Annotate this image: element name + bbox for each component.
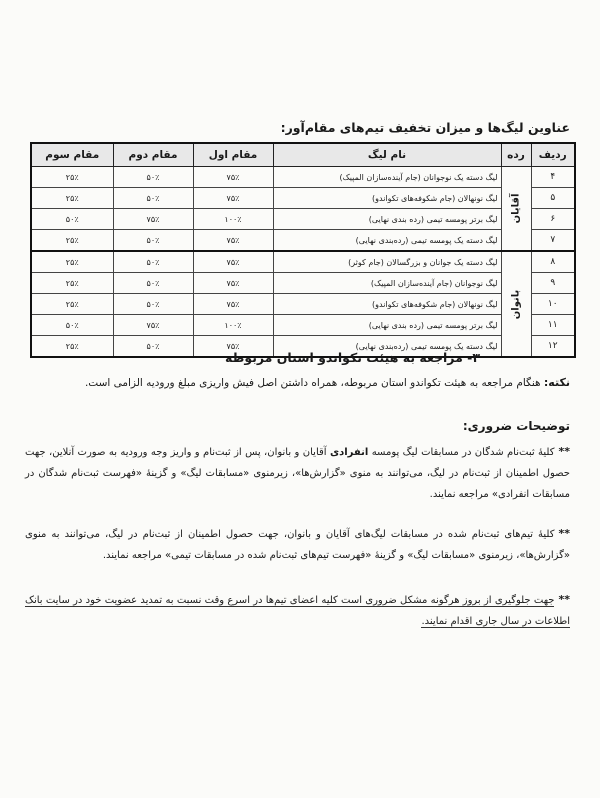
note-item-individual bbox=[25, 441, 570, 505]
row-number: ۹ bbox=[531, 273, 575, 294]
header-first-place: مقام اول bbox=[193, 143, 273, 167]
first-place-discount: ۷۵٪ bbox=[193, 294, 273, 315]
league-name: لیگ برتر پومسه تیمی (رده بندی نهایی) bbox=[273, 315, 501, 336]
table-header-row bbox=[31, 143, 575, 167]
second-place-discount: ۵۰٪ bbox=[113, 188, 193, 209]
category-women bbox=[501, 251, 531, 357]
header-row-number: ردیف bbox=[531, 143, 575, 167]
header-league-name: نام لیگ bbox=[273, 143, 501, 167]
category-men-label: آقایان bbox=[510, 193, 522, 224]
third-place-discount: ۲۵٪ bbox=[31, 273, 113, 294]
row-number: ۶ bbox=[531, 209, 575, 230]
third-place-discount: ۲۵٪ bbox=[31, 251, 113, 273]
league-name: لیگ نونهالان (جام شکوفه‌های تکواندو) bbox=[273, 294, 501, 315]
leagues-table bbox=[30, 142, 576, 358]
item-1-bold: انفرادی bbox=[329, 447, 369, 458]
third-place-discount: ۵۰٪ bbox=[31, 209, 113, 230]
first-place-discount: ۷۵٪ bbox=[193, 230, 273, 252]
table-row bbox=[31, 230, 575, 252]
star-bullet-icon: ** bbox=[558, 445, 570, 458]
league-name: لیگ نونهالان (جام شکوفه‌های تکواندو) bbox=[273, 188, 501, 209]
important-notes-heading: توضیحات ضروری: bbox=[462, 419, 570, 433]
row-number: ۸ bbox=[531, 251, 575, 273]
note-item-teams bbox=[25, 523, 570, 566]
first-place-discount: ۷۵٪ bbox=[193, 188, 273, 209]
note-paragraph bbox=[25, 372, 570, 394]
item-3-text: جهت جلوگیری از بروز هرگونه مشکل ضروری است کلیه اعضای تیم‌ها در اسرع وقت نسبت به تمدید عضویت خود در سایت بانک اطلاعات در سال جاری اقدام نمایند. bbox=[25, 595, 570, 627]
third-place-discount: ۵۰٪ bbox=[31, 315, 113, 336]
table-row bbox=[31, 209, 575, 230]
third-place-discount: ۲۵٪ bbox=[31, 230, 113, 252]
note-text: هنگام مراجعه به هیئت تکواندو استان مربوطه، همراه داشتن اصل فیش واریزی مبلغ ورودیه الزامی است. bbox=[84, 377, 541, 389]
header-second-place: مقام دوم bbox=[113, 143, 193, 167]
table-title: عناوین لیگ‌ها و میزان تخفیف تیم‌های مقام‌آور: bbox=[280, 120, 570, 135]
league-name: لیگ برتر پومسه تیمی (رده بندی نهایی) bbox=[273, 209, 501, 230]
table-row bbox=[31, 167, 575, 188]
header-category: رده bbox=[501, 143, 531, 167]
third-place-discount: ۲۵٪ bbox=[31, 167, 113, 188]
third-place-discount: ۲۵٪ bbox=[31, 336, 113, 358]
first-place-discount: ۱۰۰٪ bbox=[193, 209, 273, 230]
item-1-after: آقایان و بانوان، پس از ثبت‌نام و واریز وجه ورودیه به صورت آنلاین، جهت حصول اطمینان از ثبت‌نام در لیگ، می‌توانند به منوی «گزارش‌ها»، زیرمنوی «مسابقات لیگ» و گزینهٔ «فهرست ثبت‌نام شدگان در مسابقات انفرادی» مراجعه نمایند. bbox=[25, 447, 570, 500]
category-women-label: بانوان bbox=[510, 289, 522, 319]
row-number: ۱۰ bbox=[531, 294, 575, 315]
third-place-discount: ۲۵٪ bbox=[31, 294, 113, 315]
second-place-discount: ۵۰٪ bbox=[113, 273, 193, 294]
note-label: نکته: bbox=[543, 376, 570, 389]
row-number: ۱۲ bbox=[531, 336, 575, 358]
second-place-discount: ۵۰٪ bbox=[113, 336, 193, 358]
first-place-discount: ۷۵٪ bbox=[193, 251, 273, 273]
row-number: ۱۱ bbox=[531, 315, 575, 336]
league-name: لیگ نوجوانان (جام آینده‌سازان المپیک) bbox=[273, 273, 501, 294]
row-number: ۴ bbox=[531, 167, 575, 188]
item-1-before: کلیهٔ ثبت‌نام شدگان در مسابقات لیگ پومسه bbox=[371, 447, 555, 458]
league-name: لیگ دسته یک نوجوانان (جام آینده‌سازان المپیک) bbox=[273, 167, 501, 188]
star-bullet-icon: ** bbox=[558, 527, 570, 540]
table-row bbox=[31, 188, 575, 209]
first-place-discount: ۷۵٪ bbox=[193, 336, 273, 358]
league-name: لیگ دسته یک جوانان و بزرگسالان (جام کوثر) bbox=[273, 251, 501, 273]
second-place-discount: ۵۰٪ bbox=[113, 251, 193, 273]
second-place-discount: ۵۰٪ bbox=[113, 230, 193, 252]
first-place-discount: ۱۰۰٪ bbox=[193, 315, 273, 336]
table-row bbox=[31, 251, 575, 273]
second-place-discount: ۷۵٪ bbox=[113, 315, 193, 336]
header-third-place: مقام سوم bbox=[31, 143, 113, 167]
row-number: ۷ bbox=[531, 230, 575, 252]
star-bullet-icon: ** bbox=[558, 593, 570, 606]
first-place-discount: ۷۵٪ bbox=[193, 273, 273, 294]
table-row bbox=[31, 315, 575, 336]
row-number: ۵ bbox=[531, 188, 575, 209]
section-3-title: ۳- مراجعه به هیئت تکواندو استان مربوطه bbox=[225, 350, 480, 365]
category-men bbox=[501, 167, 531, 252]
first-place-discount: ۷۵٪ bbox=[193, 167, 273, 188]
table-row bbox=[31, 294, 575, 315]
league-name: لیگ دسته یک پومسه تیمی (رده‌بندی نهایی) bbox=[273, 336, 501, 358]
league-name: لیگ دسته یک پومسه تیمی (رده‌بندی نهایی) bbox=[273, 230, 501, 252]
table-row bbox=[31, 273, 575, 294]
second-place-discount: ۵۰٪ bbox=[113, 294, 193, 315]
second-place-discount: ۷۵٪ bbox=[113, 209, 193, 230]
third-place-discount: ۲۵٪ bbox=[31, 188, 113, 209]
note-item-membership bbox=[25, 589, 570, 632]
second-place-discount: ۵۰٪ bbox=[113, 167, 193, 188]
item-2-text: کلیهٔ تیم‌های ثبت‌نام شده در مسابقات لیگ‌های آقایان و بانوان، جهت حصول اطمینان از ثبت‌نام در لیگ، می‌توانند به منوی «گزارش‌ها»، زیرمنوی «مسابقات لیگ» و گزینهٔ «فهرست تیم‌های ثبت‌نام شده در مسابقات تیمی» مراجعه نمایند. bbox=[25, 529, 570, 561]
